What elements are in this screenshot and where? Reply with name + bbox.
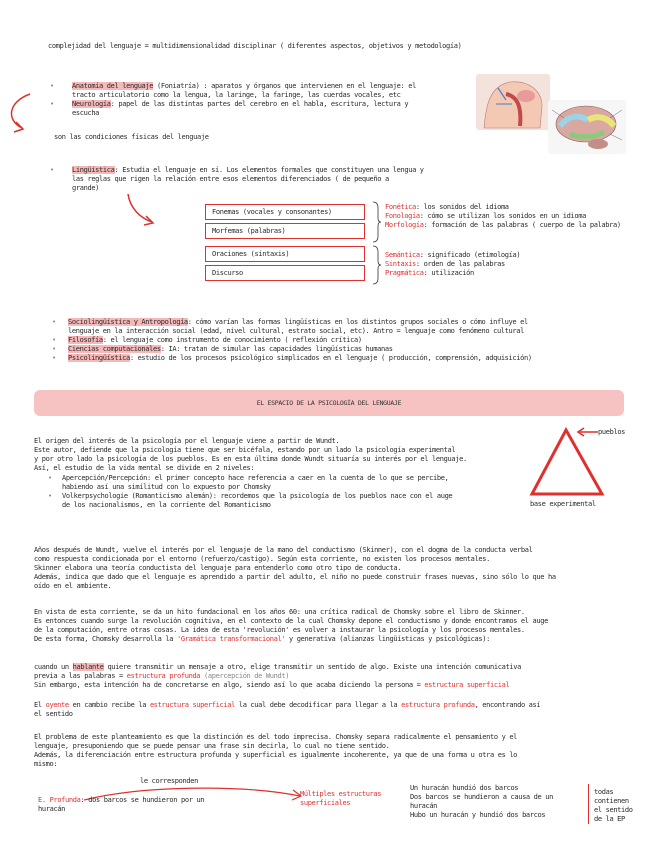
examples-list: Un huracán hundió dos barcos Dos barcos se hundieron a causa de un huracán Hubo un huracán y hundió dos barcos bbox=[410, 784, 553, 819]
psico-text: : estudio de los procesos psicológico simplicados en el lenguaje ( producción, comprensión, adquisición) bbox=[129, 354, 532, 362]
side-divider bbox=[588, 784, 589, 824]
fonologia-term: Fonología bbox=[385, 212, 420, 220]
sintaxis-term: Sintaxis bbox=[385, 260, 416, 268]
anatomia-text: (Foniatría) : aparatos y órganos que intervienen en el lenguaje: el bbox=[153, 82, 416, 90]
semantica-text: : significado (etimología) bbox=[419, 251, 521, 259]
bullet-dot: • bbox=[50, 166, 54, 174]
linguistica-text-3: grande) bbox=[72, 184, 100, 192]
pragmatica-term: Pragmática bbox=[385, 269, 424, 277]
intro-line: complejidad del lenguaje = multidimensionalidad disciplinar ( diferentes aspectos, objetivos y metodología) bbox=[48, 42, 462, 50]
linguistica-text: : Estudia el lenguaje en sí. Los elementos formales que constituyen una lengua y bbox=[114, 166, 424, 174]
socio-term: Sociolingüística y Antropología bbox=[68, 318, 188, 326]
filosofia-term: Filosofía bbox=[68, 336, 103, 344]
right-top-defs bbox=[385, 203, 621, 230]
ep-example-term: E. Profunda bbox=[38, 796, 81, 804]
oyente-term: oyente bbox=[45, 701, 69, 709]
anatomia-text-2: tracto articulatorio como la lengua, la laringe, la faringe, las cuerdas vocales, etc bbox=[72, 91, 401, 99]
head-anatomy-image bbox=[476, 74, 550, 130]
gramatica-term: 'Gramática transformacional' bbox=[176, 635, 286, 643]
le-corresponden: le corresponden bbox=[140, 777, 198, 785]
computacion-term: Ciencias computacionales bbox=[68, 345, 161, 353]
fonologia-text: : cómo se utilizan los sonidos en un idioma bbox=[419, 212, 586, 220]
multiples-estructuras: Múltiples estructuras superficiales bbox=[300, 790, 382, 807]
ep-example: E. Profunda: dos barcos se hundieron por un huracán bbox=[38, 796, 205, 813]
neurologia-term: Neurología bbox=[72, 100, 111, 108]
psico-term: Psicolingüística bbox=[68, 354, 130, 362]
sintaxis-text: : orden de las palabras bbox=[415, 260, 505, 268]
box-fonemas: Fonemas (vocales y consonantes) bbox=[205, 204, 365, 220]
box-discurso: Discurso bbox=[205, 265, 365, 281]
bullet-dot: • bbox=[52, 354, 56, 362]
chomsky-paragraph: En vista de esta corriente, se da un hito fundacional en los años 60: una crítica radical de Chomsky sobre el libro de Skinner. Es entonces cuando surge la revolución cognitiva, en el contexto de la cual Chomsky depone el conductismo y donde encontramos el auge de la computación, entre otras cosas. La idea de esta 'revolución' es volver a instaurar la psicología y los procesos mentales. De esta forma, Chomsky desarrolla la 'Gramática transformacional' y generativa (alianzas lingüísticas y psicológicas): bbox=[34, 608, 548, 643]
linguistica-text-2: las reglas que rigen la relación entre esos elementos diferenciados ( de pequeño a bbox=[72, 175, 389, 183]
neurologia-text-2: escucha bbox=[72, 109, 100, 117]
oyente-paragraph: El oyente en cambio recibe la estructura superficial la cual debe decodificar para llegar a la estructura profunda, encontrando así el sentido bbox=[34, 701, 541, 718]
bullet-dot: • bbox=[50, 100, 54, 108]
brain-areas-image bbox=[548, 100, 626, 154]
bullet-dot: • bbox=[52, 336, 56, 344]
right-bottom-defs bbox=[385, 251, 520, 278]
linguistica-block bbox=[72, 166, 424, 193]
wundt-bullets: Apercepción/Percepción: el primer concepto hace referencia a caer en la cuenta de lo que se percibe, habiendo así una similitud con lo expuesto por Chomsky Volkerpsychologie (Romanticismo alemán): recordemos que la psicología de los pueblos nace con el auge de los nacionalismos, en la corriente del Romanticismo bbox=[62, 474, 453, 509]
pragmatica-text: : utilización bbox=[423, 269, 474, 277]
anatomia-term: Anatomía del lenguaje bbox=[72, 82, 154, 90]
morfologia-text: : formación de las palabras ( cuerpo de la palabra) bbox=[423, 221, 621, 229]
ep-term: estructura profunda bbox=[126, 672, 201, 680]
section-banner bbox=[34, 390, 624, 416]
anatomia-block bbox=[72, 82, 416, 118]
es-term: estructura superficial bbox=[424, 681, 510, 689]
disciplines-list bbox=[68, 318, 532, 363]
side-note: todas contienen el sentido de la EP bbox=[594, 788, 633, 823]
fonetica-text: : los sonidos del idioma bbox=[415, 203, 509, 211]
neurologia-text: : papel de las distintas partes del cerebro en el habla, escritura, lectura y bbox=[110, 100, 409, 108]
wundt-paragraph: El origen del interés de la psicología por el lenguaje viene a partir de Wundt. Este autor, defiende que la psicología tiene que ser bicéfala, estando por un lado la psicología experimental y por otro lado la psicología de los pueblos. Es en esta última donde Wundt situaría su interés por el lenguaje. Así, el estudio de la vida mental se divide en 2 niveles: bbox=[34, 437, 467, 472]
socio-text-2: lenguaje en la interacción social (edad, nivel cultural, estrato social, etc). Antro = lenguaje como fenómeno cultural bbox=[68, 327, 524, 335]
filosofia-text: : el lenguaje como instrumento de conocimiento ( reflexión crítica) bbox=[102, 336, 362, 344]
curved-arrow-1 bbox=[0, 90, 60, 150]
semantica-term: Semántica bbox=[385, 251, 420, 259]
triangle-bottom-label: base experimental bbox=[530, 500, 596, 508]
linguistica-term: Lingüística bbox=[72, 166, 115, 174]
banner-title: EL ESPACIO DE LA PSICOLOGÍA DEL LENGUAJE bbox=[256, 399, 402, 407]
brace-top bbox=[370, 200, 382, 244]
bullet-dot: • bbox=[52, 318, 56, 326]
bullet-dot: • bbox=[50, 82, 54, 90]
problema-paragraph: El problema de este planteamiento es que la distinción es del todo imprecisa. Chomsky separa radicalmente el pensamiento y el lenguaje, presuponiendo que se puede pensar una frase sin decirla, lo cual no tiene sentido. Además, la diferenciación entre estructura profunda y superficial es igualmente incoherente, ya que de una forma u otra es lo mismo: bbox=[34, 733, 518, 768]
bullet-dot: • bbox=[48, 492, 52, 500]
conductismo-paragraph: Años después de Wundt, vuelve el interés por el lenguaje de la mano del conductismo (Skinner), con el dogma de la conducta verbal como respuesta condicionada por el entorno (refuerzo/castigo). Según esta corriente, no existen los procesos mentales. Skinner elabora una teoría conductista del lenguaje para entenderlo como otro tipo de conducta. Además, indica que dado que el lenguaje es aprendido a partir del adulto, el niño no puede construir frases nuevas, sino sólo lo que ha oído en el ambiente. bbox=[34, 546, 556, 590]
box-oraciones: Oraciones (sintaxis) bbox=[205, 246, 365, 262]
morfologia-term: Morfología bbox=[385, 221, 424, 229]
hablante-paragraph: cuando un hablante quiere transmitir un mensaje a otro, elige transmitir un sentido de algo. Existe una intención comunicativa previa a las palabras = estructura profunda (apercepción de Wundt) Sin embargo, esta intención ha de concretarse en algo, siendo así lo que acaba diciendo la persona = estructura superficial bbox=[34, 663, 521, 689]
fonetica-term: Fonética bbox=[385, 203, 416, 211]
brace-bottom bbox=[370, 244, 382, 286]
socio-text: : cómo varían las formas lingüísticas en los distintos grupos sociales o cómo influye el bbox=[187, 318, 528, 326]
bullet-dot: • bbox=[52, 345, 56, 353]
triangle-top-label: pueblos bbox=[598, 428, 626, 436]
curved-arrow-2 bbox=[120, 190, 160, 232]
box-morfemas: Morfemas (palabras) bbox=[205, 223, 365, 239]
anatomia-conclusion: son las condiciones físicas del lenguaje bbox=[54, 133, 209, 141]
bullet-dot: • bbox=[48, 474, 52, 482]
hablante-term: hablante bbox=[72, 663, 104, 671]
computacion-text: : IA: tratan de simular las capacidades lingüísticas humanas bbox=[160, 345, 393, 353]
